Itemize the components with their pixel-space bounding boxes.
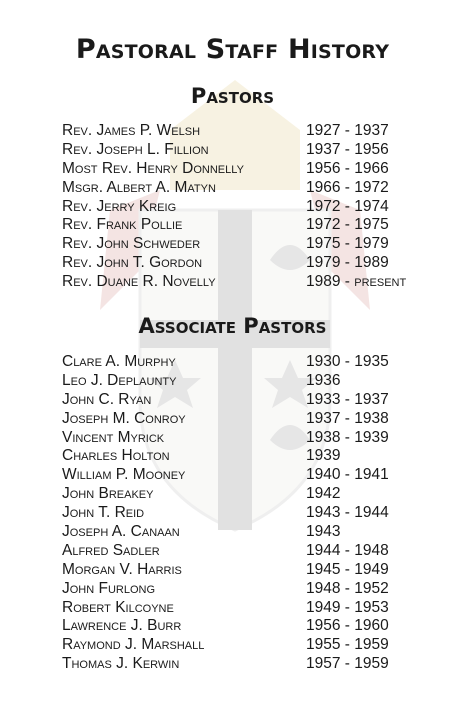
associate-name: Joseph A. Canaan <box>62 523 180 541</box>
pastor-years: 1956 - 1966 <box>306 159 389 177</box>
list-item <box>62 504 442 523</box>
associate-name: Lawrence J. Burr <box>62 617 182 635</box>
pastor-years: 1989 - present <box>306 273 407 291</box>
list-item <box>62 179 442 198</box>
pastor-years: 1937 - 1956 <box>306 140 389 158</box>
pastor-name: Rev. John T. Gordon <box>62 254 203 272</box>
associate-name: Clare A. Murphy <box>62 353 176 370</box>
list-item <box>62 429 442 448</box>
associate-years: 1938 - 1939 <box>306 428 389 446</box>
associate-name: Robert Kilcoyne <box>62 598 174 616</box>
associates-list <box>62 353 442 674</box>
associate-name: Morgan V. Harris <box>62 560 182 578</box>
list-item <box>62 580 442 599</box>
associate-years: 1956 - 1960 <box>306 617 389 635</box>
associate-name: William P. Mooney <box>62 466 186 484</box>
list-item <box>62 254 442 273</box>
pastor-name: Rev. James P. Welsh <box>62 122 201 139</box>
associate-name: John C. Ryan <box>62 390 152 408</box>
list-item <box>62 599 442 618</box>
associate-name: Joseph M. Conroy <box>62 409 186 427</box>
associate-years: 1933 - 1937 <box>306 390 389 408</box>
associates-heading: Associate Pastors <box>138 314 327 338</box>
associate-years: 1943 <box>306 523 341 541</box>
pastors-list <box>62 122 442 292</box>
pastor-name: Rev. John Schweder <box>62 235 201 253</box>
associate-years: 1937 - 1938 <box>306 409 389 427</box>
associate-years: 1940 - 1941 <box>306 466 389 484</box>
list-item <box>62 523 442 542</box>
associate-years: 1948 - 1952 <box>306 579 389 597</box>
associate-name: Vincent Myrick <box>62 428 165 446</box>
list-item <box>62 466 442 485</box>
pastor-years: 1966 - 1972 <box>306 178 389 196</box>
pastor-years: 1975 - 1979 <box>306 235 389 253</box>
associate-years: 1944 - 1948 <box>306 541 389 559</box>
list-item <box>62 391 442 410</box>
pastor-years: 1979 - 1989 <box>306 254 389 272</box>
pastor-name: Msgr. Albert A. Matyn <box>62 178 216 196</box>
list-item <box>62 636 442 655</box>
list-item <box>62 485 442 504</box>
associate-name: Raymond J. Marshall <box>62 636 205 654</box>
list-item <box>62 273 442 292</box>
pastor-name: Rev. Frank Pollie <box>62 216 183 234</box>
list-item <box>62 198 442 217</box>
page-title: Pastoral Staff History <box>75 34 390 65</box>
list-item <box>62 561 442 580</box>
list-item <box>62 617 442 636</box>
list-item <box>62 160 442 179</box>
associate-name: John T. Reid <box>62 504 145 522</box>
list-item <box>62 216 442 235</box>
pastor-name: Rev. Duane R. Novelly <box>62 273 216 291</box>
associate-years: 1942 <box>306 485 341 503</box>
associate-name: Thomas J. Kerwin <box>62 655 180 673</box>
pastor-name: Most Rev. Henry Donnelly <box>62 159 244 177</box>
associate-years: 1957 - 1959 <box>306 655 389 673</box>
associate-years: 1943 - 1944 <box>306 504 389 522</box>
pastors-heading: Pastors <box>190 84 275 108</box>
list-item <box>62 447 442 466</box>
pastor-years: 1927 - 1937 <box>306 122 389 139</box>
pastor-name: Rev. Jerry Kreig <box>62 197 177 215</box>
associate-name: Charles Holton <box>62 447 170 465</box>
associate-years: 1936 <box>306 371 341 389</box>
pastor-name: Rev. Joseph L. Fillion <box>62 140 209 158</box>
list-item <box>62 655 442 674</box>
associate-years: 1930 - 1935 <box>306 353 389 370</box>
associate-years: 1945 - 1949 <box>306 560 389 578</box>
associate-name: Leo J. Deplaunty <box>62 371 177 389</box>
list-item <box>62 542 442 561</box>
list-item <box>62 141 442 160</box>
associate-name: Alfred Sadler <box>62 541 160 559</box>
associate-name: John Breakey <box>62 485 154 503</box>
associate-years: 1949 - 1953 <box>306 598 389 616</box>
list-item <box>62 353 442 372</box>
list-item <box>62 235 442 254</box>
list-item <box>62 372 442 391</box>
associate-years: 1939 <box>306 447 341 465</box>
pastor-years: 1972 - 1975 <box>306 216 389 234</box>
associate-years: 1955 - 1959 <box>306 636 389 654</box>
associate-name: John Furlong <box>62 579 156 597</box>
pastor-years: 1972 - 1974 <box>306 197 389 215</box>
list-item <box>62 122 442 141</box>
list-item <box>62 410 442 429</box>
